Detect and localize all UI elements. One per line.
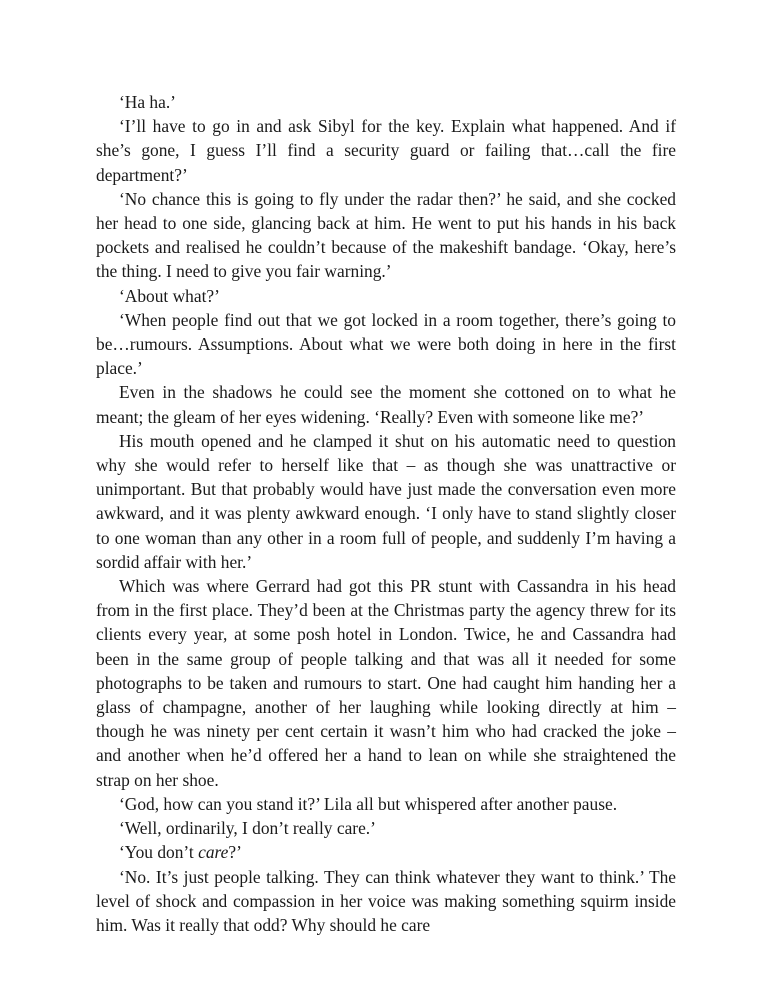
paragraph-text: ‘When people find out that we got locked in a room together, there’s going to be…rumours. Assumptions. About what we were both doing in here in the first place.’ — [96, 309, 676, 379]
book-page-text — [96, 90, 676, 937]
paragraph — [96, 792, 676, 816]
paragraph-text: ‘God, how can you stand it?’ Lila all but whispered after another pause. — [119, 793, 618, 814]
italic-emphasis: care — [198, 842, 229, 863]
paragraph-text: ‘Well, ordinarily, I don’t really care.’ — [119, 818, 376, 839]
paragraph — [96, 90, 676, 114]
paragraph-text: Even in the shadows he could see the moment she cottoned on to what he meant; the gleam of her eyes widening. ‘Really? Even with someone like me?’ — [96, 382, 676, 427]
paragraph-text: ‘Ha ha.’ — [119, 92, 176, 112]
paragraph — [96, 429, 676, 574]
paragraph — [96, 187, 676, 284]
paragraph — [96, 816, 676, 840]
paragraph — [96, 574, 676, 792]
paragraph — [96, 380, 676, 428]
paragraph-text: His mouth opened and he clamped it shut on his automatic need to question why she would refer to herself like that – as though she was unattractive or unimportant. But that probably would have just made the conversation even more awkward, and it was plenty awkward enough. ‘I only have to stand slightly closer to one woman than any other in a room full of people, and suddenly I’m having a sordid affair with her.’ — [96, 430, 676, 572]
paragraph — [96, 840, 676, 864]
paragraph — [96, 114, 676, 187]
paragraph — [96, 308, 676, 381]
paragraph-text: ‘I’ll have to go in and ask Sibyl for the key. Explain what happened. And if she’s gone, I guess I’ll find a security guard or failing that…call the fire department?’ — [96, 116, 676, 185]
paragraph-text: ‘No chance this is going to fly under the radar then?’ he said, and she cocked her head to one side, glancing back at him. He went to put his hands in his back pockets and realised he couldn’t because of the makeshift bandage. ‘Okay, here’s the thing. I need to give you fair warning.’ — [96, 188, 676, 282]
paragraph-text: ‘About what?’ — [119, 285, 220, 306]
paragraph-text: ‘You don’t — [119, 842, 199, 863]
paragraph — [96, 865, 676, 938]
paragraph-text: ?’ — [228, 842, 242, 863]
paragraph-text: Which was where Gerrard had got this PR stunt with Cassandra in his head from in the first place. They’d been at the Christmas party the agency threw for its clients every year, at some posh hotel in London. Twice, he and Cassandra had been in the same group of people talking and that was all it needed for some photographs to be taken and rumours to start. One had caught him handing her a glass of champagne, another of her laughing while looking directly at him – though he was ninety per cent certain it wasn’t him who had cracked the joke – and another when he’d offered her a hand to lean on while she straightened the strap on her shoe. — [96, 576, 676, 790]
paragraph — [96, 284, 676, 308]
paragraph-text: ‘No. It’s just people talking. They can think whatever they want to think.’ The level of shock and compassion in her voice was making something squirm inside him. Was it really that odd? Why should he care — [96, 866, 676, 935]
